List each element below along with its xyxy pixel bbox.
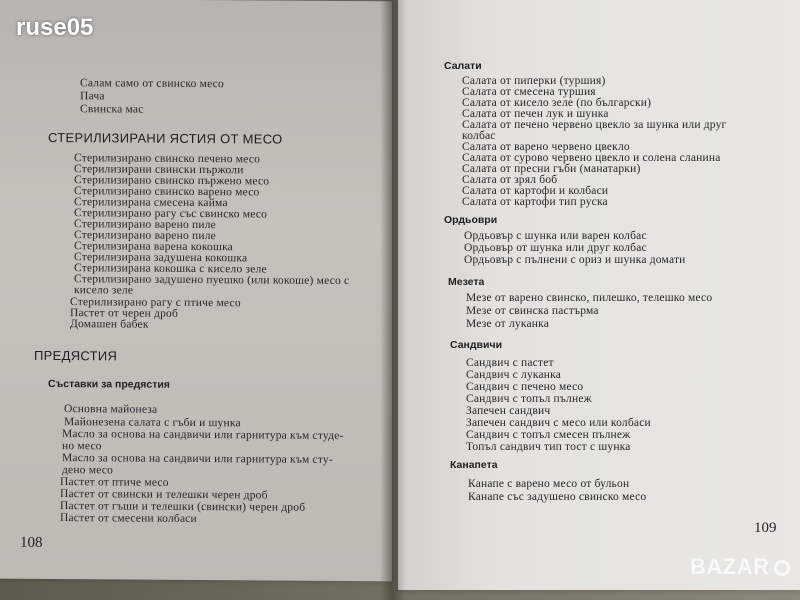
list-item: Стерилизирана смесена кайма	[74, 196, 228, 210]
list-item: Сандвич с печено месо	[466, 381, 584, 393]
watermark-logo	[690, 554, 790, 580]
list-item: Сандвич с луканка	[466, 369, 562, 381]
list-item: Салата от смесена туршия	[462, 86, 596, 98]
list-item: Стерилизирани свински пържоли	[74, 163, 244, 177]
list-item: Мезе от варено свинско, пилешко, телешко месо	[466, 292, 713, 304]
list-item: Канапе със задушено свинско месо	[468, 491, 647, 503]
heading-salads: Салати	[444, 60, 482, 72]
list-item: Стерилизирана кокошка с кисело зеле	[74, 262, 267, 276]
list-item: Салата от зрял боб	[462, 174, 558, 186]
list-item: Стерилизирано рагу с птиче месо	[70, 296, 241, 310]
list-item: Салата от варено червено цвекло	[462, 141, 630, 153]
list-item: Салата от картофи и колбаси	[462, 185, 609, 197]
list-item: Пастет от черен дроб	[70, 307, 179, 320]
list-item: Пастет от смесени колбаси	[60, 512, 197, 526]
list-item: Стерилизирана задушена кокошка	[74, 251, 248, 265]
heading-mezeta: Мезета	[448, 276, 485, 288]
list-item: Пастет от гъши и телешки (свински) черен дроб	[60, 500, 306, 514]
logo-ring-icon	[774, 560, 790, 576]
list-item: Пастет от свински и телешки черен дроб	[60, 488, 268, 502]
section-heading-appetizers: ПРЕДЯСТИЯ	[34, 347, 118, 364]
list-item: Стерилизирано задушено пуешко (или кокоше) месо с	[74, 273, 350, 288]
list-item: Свинска мас	[80, 103, 144, 116]
list-item: Стерилизирано свинско варено месо	[74, 185, 260, 199]
right-page	[398, 0, 800, 590]
list-item: кисело зеле	[74, 284, 134, 297]
right-page-text	[398, 0, 800, 590]
list-item: Канапе с варено месо от бульон	[468, 478, 630, 490]
list-item: Салата от сурово червено цвекло и солена сланина	[462, 152, 721, 164]
list-item: но месо	[62, 440, 102, 453]
list-item: Стерилизирано варено пиле	[74, 229, 216, 243]
list-item: колбас	[462, 130, 496, 142]
subheading-ingredients: Съставки за предястия	[48, 377, 170, 391]
list-item: Ордьовър от шунка или друг колбас	[464, 242, 647, 254]
list-item: Салата от пиперки (туршия)	[462, 75, 606, 87]
list-item: Основна майонеза	[64, 403, 158, 416]
list-item: Салата от картофи тип руска	[462, 196, 608, 208]
list-item: Ордьовър с шунка или варен колбас	[464, 230, 647, 242]
list-item: Стерилизирана варена кокошка	[74, 240, 233, 254]
heading-orduvri: Ордьоври	[444, 214, 498, 226]
list-item: Салата от кисело зеле (по български)	[462, 97, 652, 109]
left-page	[0, 0, 392, 581]
list-item: Ордьовър с пълнени с ориз и шунка домати	[464, 254, 686, 266]
page-number-right: 109	[754, 520, 777, 536]
list-item: Мезе от луканка	[466, 318, 550, 330]
list-item: Топъл сандвич тип тост с шунка	[466, 441, 631, 453]
list-item: Сандвич с топъл пълнеж	[466, 393, 592, 405]
heading-sandvichi: Сандвичи	[450, 339, 503, 351]
list-item: Масло за основа на сандвичи или гарнитура към студе-	[62, 428, 344, 443]
list-item: Домашен бабек	[70, 318, 149, 331]
list-item: Салата от пресни гъби (манатарки)	[462, 163, 641, 175]
section-heading-sterilized: СТЕРИЛИЗИРАНИ ЯСТИЯ ОТ МЕСО	[48, 129, 283, 147]
list-item: Сандвич с пастет	[466, 357, 554, 369]
list-item: Салата от печено червено цвекло за шунка или друг	[462, 119, 727, 131]
page-number-left: 108	[20, 534, 43, 551]
list-item: Пастет от птиче месо	[60, 476, 169, 489]
list-item: Стерилизирано рагу със свинско месо	[74, 207, 268, 221]
list-item: Пача	[80, 90, 105, 103]
list-item: Стерилизирано свинско пържено месо	[74, 174, 270, 188]
list-item: дено месо	[62, 464, 114, 477]
list-item: Майонезена салата с гъби и шунка	[64, 416, 241, 430]
watermark-site-name: ruse05	[16, 14, 94, 41]
watermark-logo-text: BAZAR	[690, 554, 770, 579]
book-gutter-shadow	[380, 0, 406, 600]
left-page-text	[0, 0, 392, 581]
list-item: Сандвич с топъл смесен пълнеж	[466, 429, 631, 441]
heading-kanapeta: Канапета	[450, 459, 498, 471]
list-item: Стерилизирано свинско печено месо	[74, 152, 261, 166]
list-item: Запечен сандвич с месо или колбаси	[466, 417, 651, 429]
list-item: Запечен сандвич	[466, 405, 551, 417]
list-item: Мезе от свинска пастърма	[466, 305, 599, 317]
list-item: Салам само от свинско месо	[80, 77, 224, 91]
list-item: Масло за основа на сандвичи или гарнитура към сту-	[62, 452, 333, 466]
list-item: Салата от печен лук и шунка	[462, 108, 609, 120]
list-item: Стерилизирано варено пиле	[74, 218, 216, 232]
